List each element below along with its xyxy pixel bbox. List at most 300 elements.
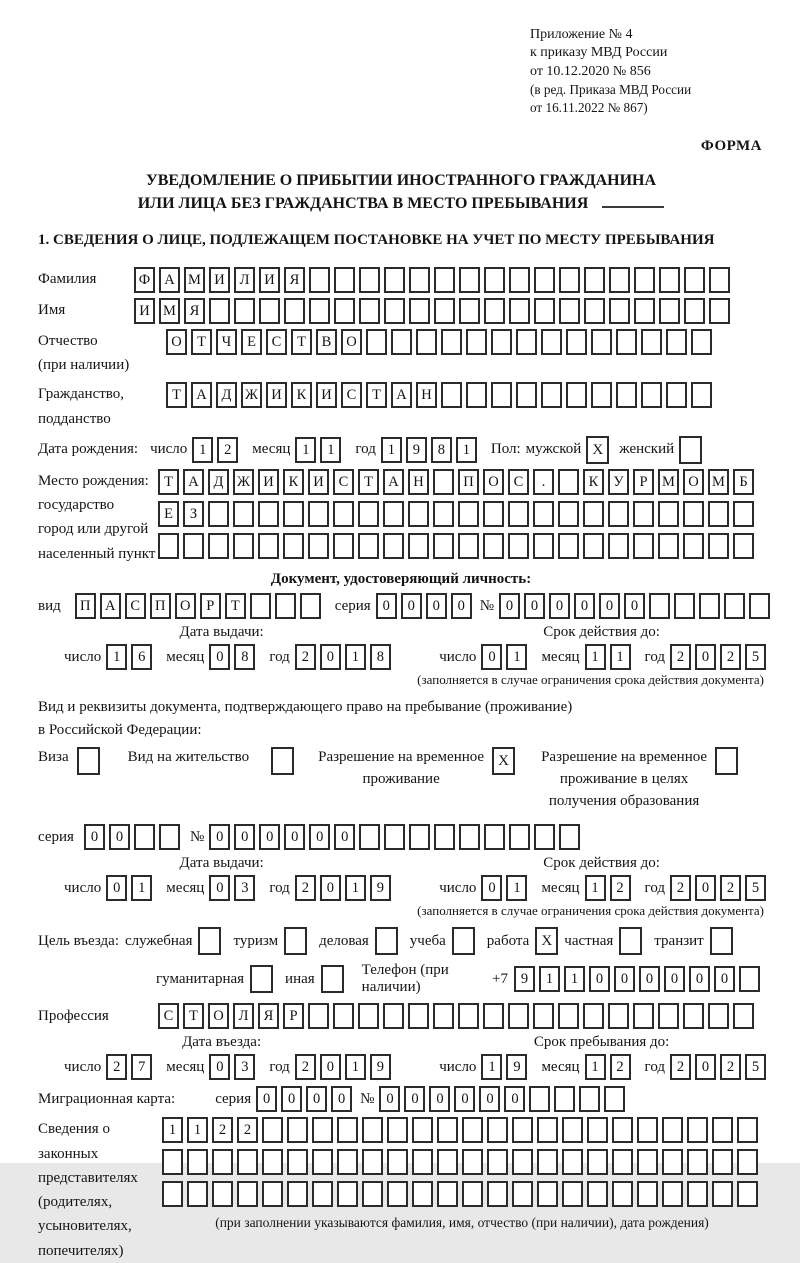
char-box[interactable] [566,329,587,355]
char-box[interactable] [462,1117,483,1143]
char-box[interactable] [337,1149,358,1175]
char-box[interactable] [483,533,504,559]
char-box[interactable]: А [159,267,180,293]
char-box[interactable] [537,1117,558,1143]
char-box[interactable]: 2 [670,1054,691,1080]
char-box[interactable]: 0 [320,644,341,670]
char-box[interactable] [591,329,612,355]
char-box[interactable] [212,1181,233,1207]
char-box[interactable]: Д [216,382,237,408]
char-box[interactable]: 0 [209,824,230,850]
char-box[interactable]: 6 [131,644,152,670]
char-box[interactable] [466,382,487,408]
char-box[interactable] [658,1003,679,1029]
char-box[interactable]: 0 [234,824,255,850]
char-box[interactable] [583,533,604,559]
char-box[interactable] [383,533,404,559]
char-box[interactable]: Р [633,469,654,495]
char-box[interactable]: 0 [479,1086,500,1112]
char-box[interactable] [237,1181,258,1207]
char-box[interactable] [687,1117,708,1143]
char-box[interactable] [312,1181,333,1207]
char-box[interactable] [287,1117,308,1143]
char-box[interactable] [609,298,630,324]
char-box[interactable] [534,824,555,850]
char-box[interactable] [187,1181,208,1207]
char-box[interactable]: 1 [295,437,316,463]
char-box[interactable] [534,298,555,324]
char-box[interactable] [612,1181,633,1207]
char-box[interactable]: А [191,382,212,408]
char-box[interactable]: 9 [370,875,391,901]
char-box[interactable] [512,1149,533,1175]
char-box[interactable]: И [316,382,337,408]
char-box[interactable]: 2 [720,644,741,670]
char-box[interactable] [491,329,512,355]
char-box[interactable] [391,329,412,355]
char-box[interactable]: 0 [481,875,502,901]
char-box[interactable] [383,1003,404,1029]
char-box[interactable]: 1 [539,966,560,992]
char-box[interactable]: П [150,593,171,619]
char-box[interactable]: 0 [109,824,130,850]
char-box[interactable]: 1 [106,644,127,670]
char-box[interactable]: 1 [192,437,213,463]
char-box[interactable] [612,1149,633,1175]
char-box[interactable] [462,1149,483,1175]
char-box[interactable] [683,533,704,559]
char-box[interactable] [387,1149,408,1175]
char-box[interactable] [558,501,579,527]
char-box[interactable]: 0 [404,1086,425,1112]
char-box[interactable] [359,267,380,293]
char-box[interactable]: 0 [106,875,127,901]
char-box[interactable] [187,1149,208,1175]
char-box[interactable]: 0 [499,593,520,619]
char-box[interactable] [308,533,329,559]
char-box[interactable]: 0 [376,593,397,619]
char-box[interactable]: 0 [504,1086,525,1112]
char-box[interactable] [584,298,605,324]
char-box[interactable]: Ж [233,469,254,495]
char-box[interactable] [484,298,505,324]
char-box[interactable] [641,329,662,355]
char-box[interactable]: Т [366,382,387,408]
char-box[interactable] [458,533,479,559]
visa-checkbox[interactable] [77,747,100,775]
char-box[interactable] [666,382,687,408]
char-box[interactable] [658,501,679,527]
char-box[interactable] [712,1181,733,1207]
char-box[interactable]: Ф [134,267,155,293]
char-box[interactable]: Е [241,329,262,355]
char-box[interactable] [509,267,530,293]
char-box[interactable]: 0 [589,966,610,992]
char-box[interactable]: 2 [720,875,741,901]
char-box[interactable]: 9 [370,1054,391,1080]
char-box[interactable] [487,1117,508,1143]
char-box[interactable]: М [159,298,180,324]
char-box[interactable]: 8 [431,437,452,463]
char-box[interactable]: С [266,329,287,355]
char-box[interactable]: 2 [295,644,316,670]
char-box[interactable]: 0 [209,644,230,670]
char-box[interactable] [649,593,670,619]
char-box[interactable]: В [316,329,337,355]
char-box[interactable] [733,1003,754,1029]
char-box[interactable] [633,1003,654,1029]
char-box[interactable] [616,382,637,408]
char-box[interactable] [633,533,654,559]
char-box[interactable]: С [125,593,146,619]
char-box[interactable] [433,501,454,527]
char-box[interactable]: С [333,469,354,495]
char-box[interactable]: 3 [234,875,255,901]
residence-permit-checkbox[interactable] [271,747,294,775]
char-box[interactable] [208,533,229,559]
char-box[interactable]: С [508,469,529,495]
char-box[interactable] [733,533,754,559]
char-box[interactable] [362,1181,383,1207]
char-box[interactable] [637,1117,658,1143]
char-box[interactable] [308,1003,329,1029]
char-box[interactable] [512,1117,533,1143]
char-box[interactable] [733,501,754,527]
char-box[interactable] [250,593,271,619]
char-box[interactable] [512,1181,533,1207]
char-box[interactable] [359,824,380,850]
char-box[interactable] [579,1086,600,1112]
char-box[interactable] [416,329,437,355]
char-box[interactable]: С [158,1003,179,1029]
char-box[interactable] [659,298,680,324]
char-box[interactable]: Д [208,469,229,495]
char-box[interactable] [408,1003,429,1029]
char-box[interactable]: 0 [209,875,230,901]
char-box[interactable]: О [175,593,196,619]
char-box[interactable] [409,298,430,324]
char-box[interactable]: 0 [451,593,472,619]
char-box[interactable] [466,329,487,355]
char-box[interactable]: 0 [256,1086,277,1112]
char-box[interactable]: 1 [610,644,631,670]
char-box[interactable] [662,1181,683,1207]
char-box[interactable]: 1 [345,875,366,901]
char-box[interactable] [387,1117,408,1143]
char-box[interactable] [562,1149,583,1175]
char-box[interactable]: 1 [585,1054,606,1080]
char-box[interactable]: З [183,501,204,527]
char-box[interactable]: 0 [695,875,716,901]
char-box[interactable] [708,1003,729,1029]
char-box[interactable] [584,267,605,293]
char-box[interactable]: 3 [234,1054,255,1080]
char-box[interactable]: О [341,329,362,355]
purpose-transit-checkbox[interactable] [710,927,733,955]
char-box[interactable] [308,501,329,527]
char-box[interactable] [566,382,587,408]
char-box[interactable] [534,267,555,293]
char-box[interactable]: У [608,469,629,495]
char-box[interactable] [558,469,579,495]
char-box[interactable]: 2 [720,1054,741,1080]
char-box[interactable]: С [341,382,362,408]
char-box[interactable]: П [458,469,479,495]
char-box[interactable]: 0 [524,593,545,619]
char-box[interactable]: А [183,469,204,495]
char-box[interactable] [384,298,405,324]
char-box[interactable] [633,501,654,527]
char-box[interactable] [637,1149,658,1175]
char-box[interactable] [462,1181,483,1207]
char-box[interactable] [662,1117,683,1143]
char-box[interactable]: Р [200,593,221,619]
char-box[interactable]: И [134,298,155,324]
char-box[interactable] [699,593,720,619]
char-box[interactable]: Л [233,1003,254,1029]
char-box[interactable] [687,1149,708,1175]
char-box[interactable]: 2 [295,1054,316,1080]
char-box[interactable]: 9 [514,966,535,992]
char-box[interactable] [559,824,580,850]
char-box[interactable] [483,501,504,527]
char-box[interactable]: 1 [585,875,606,901]
char-box[interactable] [458,501,479,527]
char-box[interactable]: Я [184,298,205,324]
char-box[interactable] [604,1086,625,1112]
char-box[interactable] [609,267,630,293]
char-box[interactable]: 0 [714,966,735,992]
char-box[interactable] [737,1117,758,1143]
char-box[interactable]: 0 [209,1054,230,1080]
char-box[interactable]: Я [284,267,305,293]
char-box[interactable]: А [391,382,412,408]
char-box[interactable]: 0 [689,966,710,992]
char-box[interactable] [608,533,629,559]
char-box[interactable] [437,1117,458,1143]
char-box[interactable] [749,593,770,619]
char-box[interactable]: К [283,469,304,495]
char-box[interactable] [233,501,254,527]
purpose-tourism-checkbox[interactable] [284,927,307,955]
char-box[interactable] [508,533,529,559]
char-box[interactable] [312,1117,333,1143]
char-box[interactable] [441,329,462,355]
char-box[interactable] [358,501,379,527]
char-box[interactable]: 5 [745,875,766,901]
char-box[interactable] [358,533,379,559]
temp-residence-education-checkbox[interactable] [715,747,738,775]
char-box[interactable]: 2 [670,644,691,670]
char-box[interactable] [259,298,280,324]
char-box[interactable]: 1 [564,966,585,992]
purpose-business-checkbox[interactable] [375,927,398,955]
char-box[interactable] [674,593,695,619]
char-box[interactable] [484,824,505,850]
char-box[interactable] [437,1149,458,1175]
char-box[interactable]: К [583,469,604,495]
char-box[interactable]: 1 [345,1054,366,1080]
char-box[interactable]: 0 [320,875,341,901]
char-box[interactable] [287,1181,308,1207]
char-box[interactable]: О [166,329,187,355]
char-box[interactable] [434,267,455,293]
char-box[interactable] [412,1117,433,1143]
char-box[interactable] [183,533,204,559]
char-box[interactable] [541,382,562,408]
char-box[interactable] [333,1003,354,1029]
char-box[interactable] [583,1003,604,1029]
char-box[interactable] [559,298,580,324]
char-box[interactable] [233,533,254,559]
char-box[interactable] [687,1181,708,1207]
char-box[interactable]: Т [225,593,246,619]
char-box[interactable] [409,824,430,850]
char-box[interactable] [558,1003,579,1029]
char-box[interactable] [408,501,429,527]
char-box[interactable] [334,267,355,293]
char-box[interactable]: 2 [610,1054,631,1080]
purpose-other-checkbox[interactable] [321,965,344,993]
char-box[interactable]: 2 [610,875,631,901]
char-box[interactable]: Т [191,329,212,355]
char-box[interactable] [162,1149,183,1175]
char-box[interactable] [537,1149,558,1175]
char-box[interactable] [684,298,705,324]
char-box[interactable] [487,1149,508,1175]
char-box[interactable]: 5 [745,1054,766,1080]
char-box[interactable]: О [683,469,704,495]
char-box[interactable] [509,824,530,850]
char-box[interactable] [459,298,480,324]
char-box[interactable]: И [259,267,280,293]
char-box[interactable]: 2 [237,1117,258,1143]
char-box[interactable] [641,382,662,408]
char-box[interactable]: А [383,469,404,495]
char-box[interactable]: 0 [334,824,355,850]
char-box[interactable]: 1 [162,1117,183,1143]
char-box[interactable] [684,267,705,293]
char-box[interactable]: И [266,382,287,408]
char-box[interactable] [437,1181,458,1207]
char-box[interactable]: 0 [574,593,595,619]
char-box[interactable]: 0 [429,1086,450,1112]
char-box[interactable] [359,298,380,324]
char-box[interactable] [284,298,305,324]
char-box[interactable] [434,298,455,324]
char-box[interactable]: . [533,469,554,495]
char-box[interactable] [458,1003,479,1029]
char-box[interactable] [459,824,480,850]
char-box[interactable]: П [75,593,96,619]
char-box[interactable]: 0 [309,824,330,850]
char-box[interactable] [483,1003,504,1029]
char-box[interactable] [666,329,687,355]
char-box[interactable] [533,501,554,527]
char-box[interactable] [362,1117,383,1143]
char-box[interactable] [562,1117,583,1143]
char-box[interactable]: 9 [506,1054,527,1080]
char-box[interactable]: 0 [549,593,570,619]
char-box[interactable] [309,298,330,324]
char-box[interactable] [683,501,704,527]
char-box[interactable]: Т [158,469,179,495]
char-box[interactable] [554,1086,575,1112]
char-box[interactable]: 1 [585,644,606,670]
char-box[interactable] [516,382,537,408]
char-box[interactable]: 0 [664,966,685,992]
purpose-official-checkbox[interactable] [198,927,221,955]
char-box[interactable]: Т [291,329,312,355]
char-box[interactable]: 1 [506,875,527,901]
char-box[interactable] [587,1117,608,1143]
char-box[interactable] [384,824,405,850]
purpose-study-checkbox[interactable] [452,927,475,955]
char-box[interactable] [659,267,680,293]
char-box[interactable]: 9 [406,437,427,463]
char-box[interactable] [262,1149,283,1175]
char-box[interactable]: 1 [381,437,402,463]
char-box[interactable] [262,1181,283,1207]
char-box[interactable] [529,1086,550,1112]
char-box[interactable]: 8 [370,644,391,670]
char-box[interactable] [258,501,279,527]
char-box[interactable] [287,1149,308,1175]
purpose-humanitarian-checkbox[interactable] [250,965,273,993]
char-box[interactable] [309,267,330,293]
char-box[interactable] [275,593,296,619]
sex-female-checkbox[interactable] [679,436,702,464]
char-box[interactable] [533,533,554,559]
char-box[interactable] [383,501,404,527]
char-box[interactable]: 2 [670,875,691,901]
char-box[interactable] [484,267,505,293]
char-box[interactable]: 0 [331,1086,352,1112]
char-box[interactable]: Т [358,469,379,495]
char-box[interactable]: И [308,469,329,495]
char-box[interactable] [234,298,255,324]
char-box[interactable] [712,1117,733,1143]
char-box[interactable]: Т [183,1003,204,1029]
char-box[interactable]: 0 [426,593,447,619]
char-box[interactable]: 1 [481,1054,502,1080]
purpose-private-checkbox[interactable] [619,927,642,955]
char-box[interactable] [562,1181,583,1207]
char-box[interactable] [358,1003,379,1029]
char-box[interactable] [208,501,229,527]
char-box[interactable]: 0 [306,1086,327,1112]
char-box[interactable] [412,1149,433,1175]
char-box[interactable] [516,329,537,355]
char-box[interactable] [508,501,529,527]
char-box[interactable] [737,1149,758,1175]
char-box[interactable] [583,501,604,527]
char-box[interactable]: 0 [614,966,635,992]
char-box[interactable]: 0 [320,1054,341,1080]
char-box[interactable] [258,533,279,559]
char-box[interactable] [334,298,355,324]
char-box[interactable]: 1 [131,875,152,901]
char-box[interactable]: Б [733,469,754,495]
char-box[interactable]: Т [166,382,187,408]
char-box[interactable]: Р [283,1003,304,1029]
char-box[interactable]: А [100,593,121,619]
temp-residence-checkbox[interactable]: X [492,747,515,775]
char-box[interactable] [333,501,354,527]
char-box[interactable]: 0 [401,593,422,619]
char-box[interactable] [608,501,629,527]
char-box[interactable] [333,533,354,559]
